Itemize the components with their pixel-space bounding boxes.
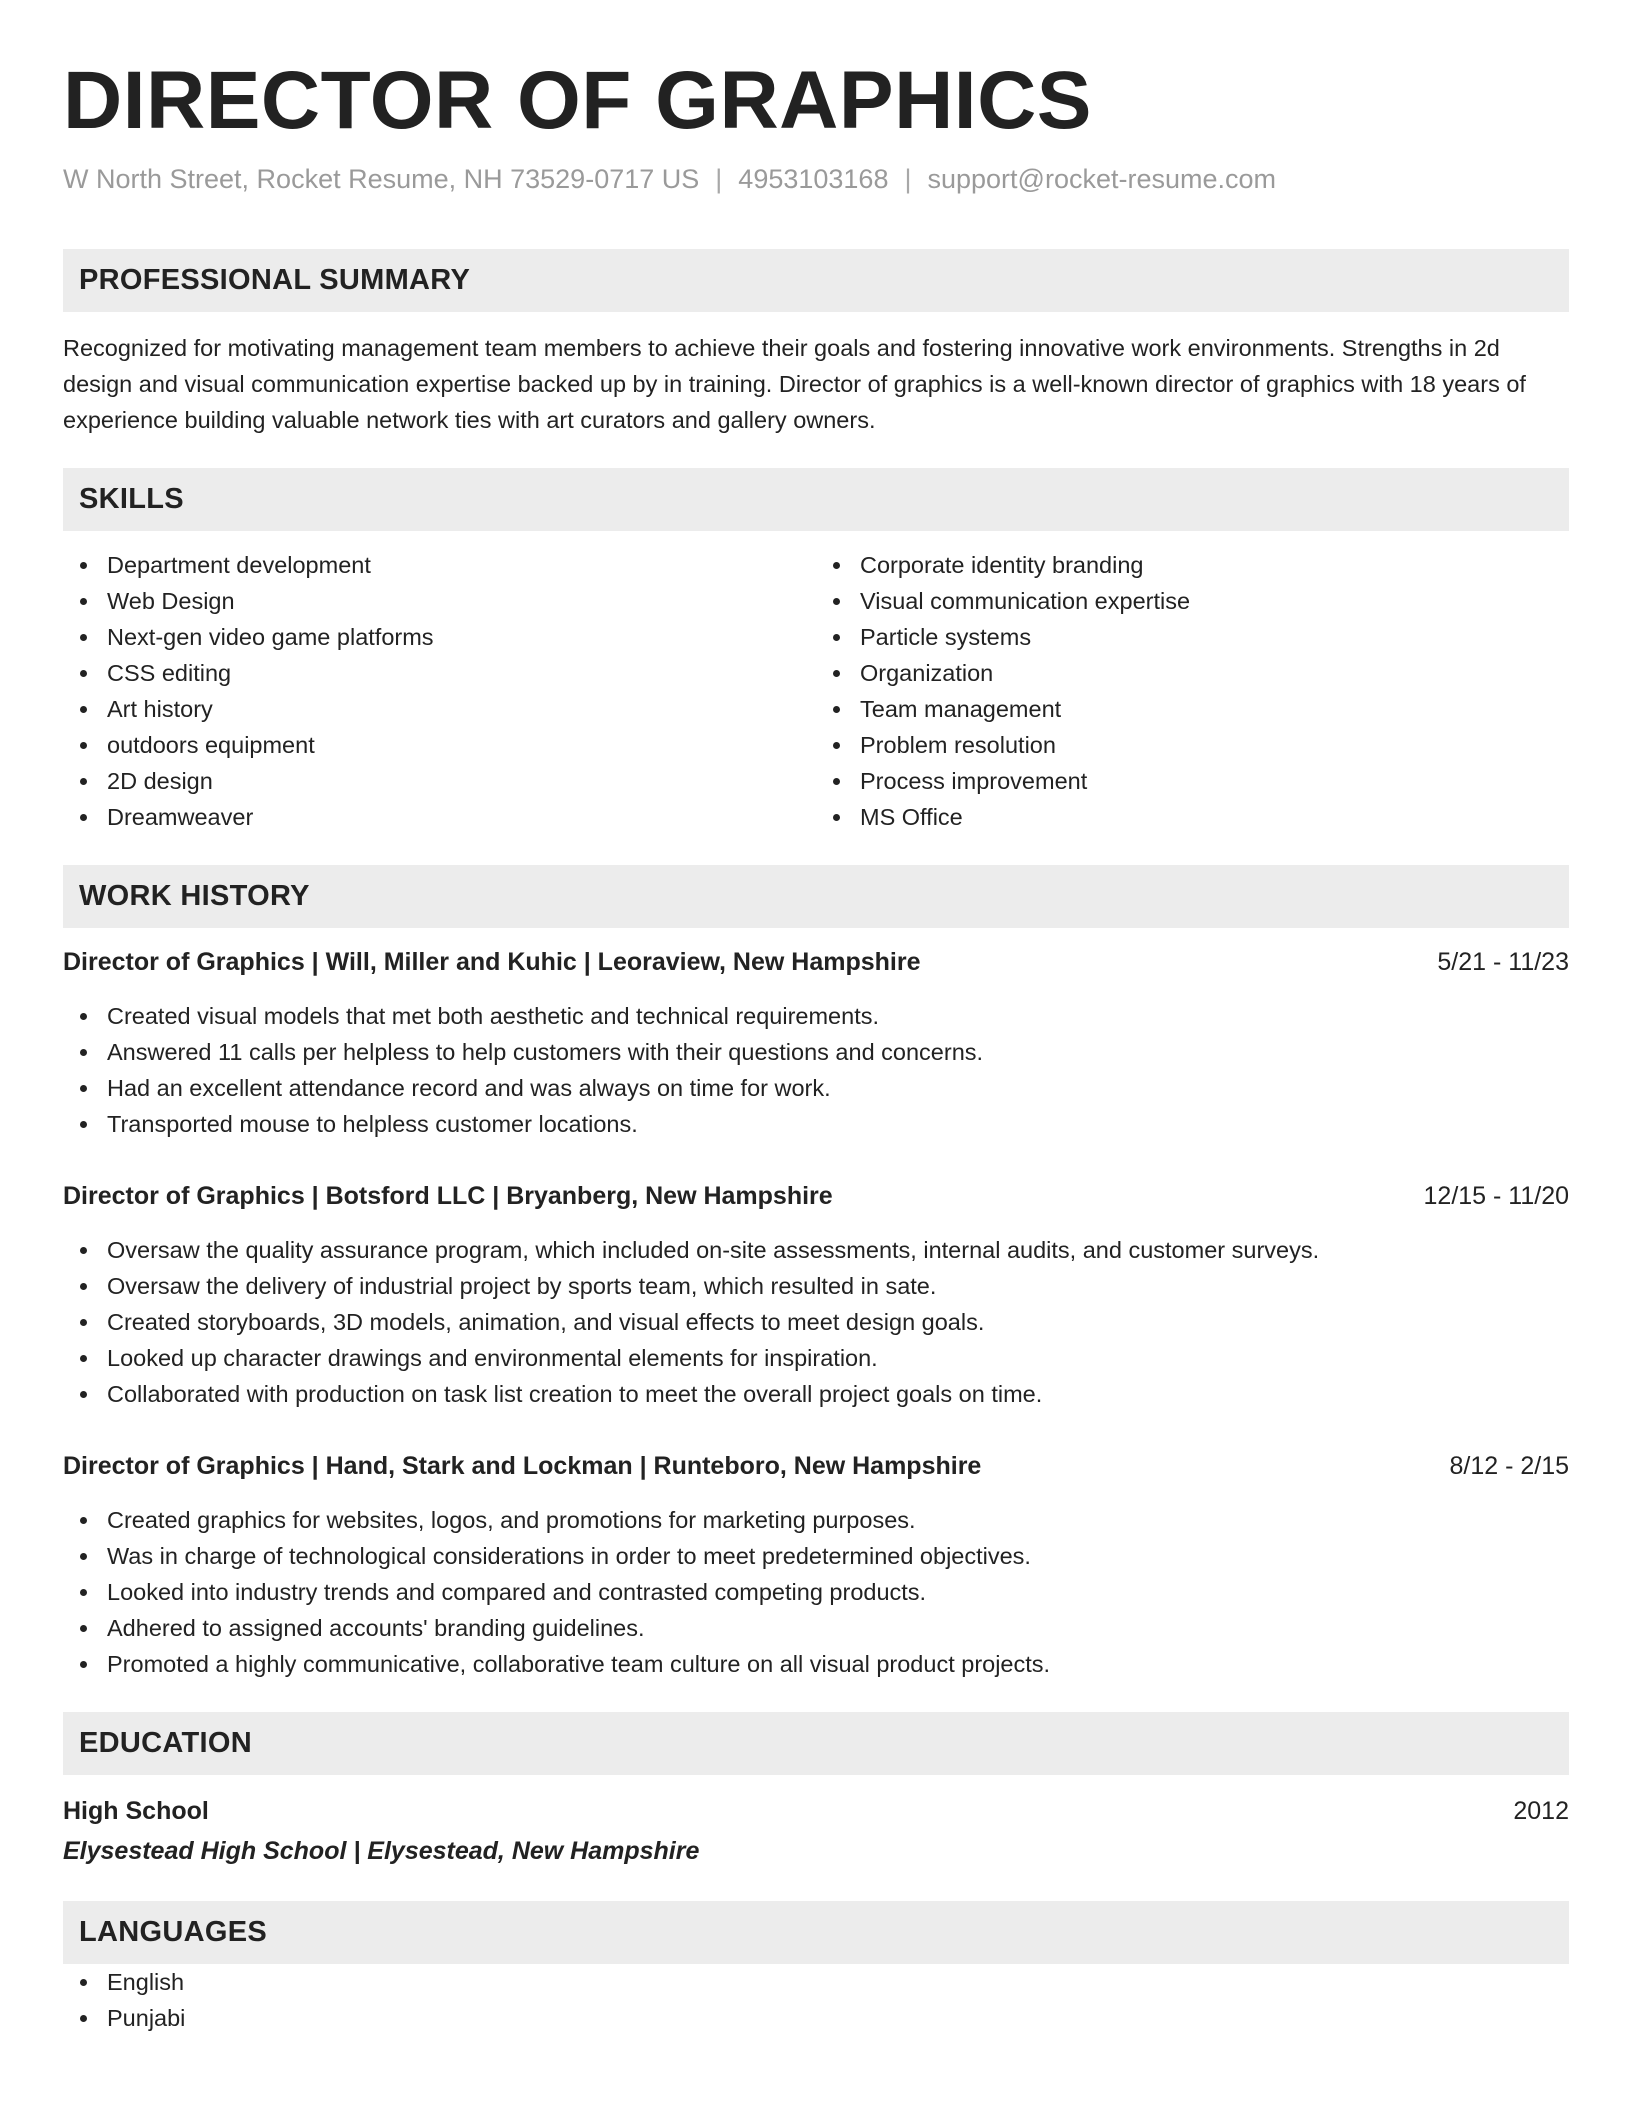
contact-line — [63, 162, 1569, 197]
skill-item: Particle systems — [816, 619, 1569, 655]
education-school: Elysestead High School | Elysestead, New Hampshire — [63, 1837, 700, 1866]
job-bullet: Oversaw the quality assurance program, which included on-site assessments, internal audits, and customer surveys. — [63, 1232, 1569, 1268]
job-entry — [63, 1448, 1569, 1682]
job-bullet: Created visual models that met both aesthetic and technical requirements. — [63, 998, 1569, 1034]
skill-item: Dreamweaver — [63, 799, 816, 835]
skill-item: Problem resolution — [816, 727, 1569, 763]
job-bullet: Looked into industry trends and compared and contrasted competing products. — [63, 1574, 1569, 1610]
language-item: Punjabi — [63, 2000, 1569, 2036]
job-bullet: Collaborated with production on task list creation to meet the overall project goals on time. — [63, 1376, 1569, 1412]
job-bullet: Created storyboards, 3D models, animation, and visual effects to meet design goals. — [63, 1304, 1569, 1340]
skills-grid — [63, 547, 1569, 835]
job-header — [63, 1448, 1569, 1484]
job-bullet: Promoted a highly communicative, collaborative team culture on all visual product projects. — [63, 1646, 1569, 1682]
job-bullet: Looked up character drawings and environmental elements for inspiration. — [63, 1340, 1569, 1376]
job-dates: 12/15 - 11/20 — [1423, 1182, 1569, 1211]
skill-item: CSS editing — [63, 655, 816, 691]
job-bullet: Had an excellent attendance record and was always on time for work. — [63, 1070, 1569, 1106]
skill-item: outdoors equipment — [63, 727, 816, 763]
contact-separator: | — [715, 164, 723, 195]
job-bullet: Transported mouse to helpless customer locations. — [63, 1106, 1569, 1142]
skill-item: Next-gen video game platforms — [63, 619, 816, 655]
section-header-skills: SKILLS — [63, 468, 1569, 531]
skill-item: Process improvement — [816, 763, 1569, 799]
job-bullet: Adhered to assigned accounts' branding guidelines. — [63, 1610, 1569, 1646]
job-entry — [63, 944, 1569, 1142]
job-header — [63, 944, 1569, 980]
job-dates: 5/21 - 11/23 — [1437, 948, 1569, 977]
skill-item: 2D design — [63, 763, 816, 799]
skill-item: Department development — [63, 547, 816, 583]
skill-item: Visual communication expertise — [816, 583, 1569, 619]
education-entry — [63, 1791, 1569, 1871]
job-bullets — [63, 1232, 1569, 1412]
skill-item: Art history — [63, 691, 816, 727]
job-bullet: Was in charge of technological considerations in order to meet predetermined objectives. — [63, 1538, 1569, 1574]
job-title: Director of Graphics | Will, Miller and Kuhic | Leoraview, New Hampshire — [63, 948, 921, 977]
job-entry — [63, 1178, 1569, 1412]
skill-item: Corporate identity branding — [816, 547, 1569, 583]
languages-list — [63, 1964, 1569, 2036]
job-bullet: Answered 11 calls per helpless to help customers with their questions and concerns. — [63, 1034, 1569, 1070]
summary-text: Recognized for motivating management team members to achieve their goals and fostering innovative work environments. Strengths in 2d design and visual communication expertise backed up by in training. Director of graphics is a well-known director of graphics with 18 years of experience building valuable network ties with art curators and gallery owners. — [63, 335, 1526, 434]
contact-separator: | — [904, 164, 912, 195]
education-header — [63, 1791, 1569, 1831]
job-dates: 8/12 - 2/15 — [1449, 1452, 1569, 1481]
education-year: 2012 — [1513, 1797, 1569, 1826]
skills-column-left — [63, 547, 816, 835]
section-header-summary: PROFESSIONAL SUMMARY — [63, 249, 1569, 312]
section-header-work-history: WORK HISTORY — [63, 865, 1569, 928]
skill-item: Team management — [816, 691, 1569, 727]
resume-name: DIRECTOR OF GRAPHICS — [63, 55, 1092, 146]
job-bullets — [63, 1502, 1569, 1682]
contact-address: W North Street, Rocket Resume, NH 73529-0717 US — [63, 164, 700, 195]
language-item: English — [63, 1964, 1569, 2000]
education-degree: High School — [63, 1797, 209, 1826]
job-title: Director of Graphics | Hand, Stark and Lockman | Runteboro, New Hampshire — [63, 1452, 982, 1481]
section-header-education: EDUCATION — [63, 1712, 1569, 1775]
skill-item: Web Design — [63, 583, 816, 619]
contact-email: support@rocket-resume.com — [927, 164, 1277, 195]
job-bullet: Created graphics for websites, logos, and promotions for marketing purposes. — [63, 1502, 1569, 1538]
skill-item: Organization — [816, 655, 1569, 691]
section-header-languages: LANGUAGES — [63, 1901, 1569, 1964]
job-header — [63, 1178, 1569, 1214]
job-title: Director of Graphics | Botsford LLC | Bryanberg, New Hampshire — [63, 1182, 833, 1211]
skills-column-right — [816, 547, 1569, 835]
skill-item: MS Office — [816, 799, 1569, 835]
job-bullet: Oversaw the delivery of industrial project by sports team, which resulted in sate. — [63, 1268, 1569, 1304]
job-bullets — [63, 998, 1569, 1142]
contact-phone: 4953103168 — [738, 164, 889, 195]
